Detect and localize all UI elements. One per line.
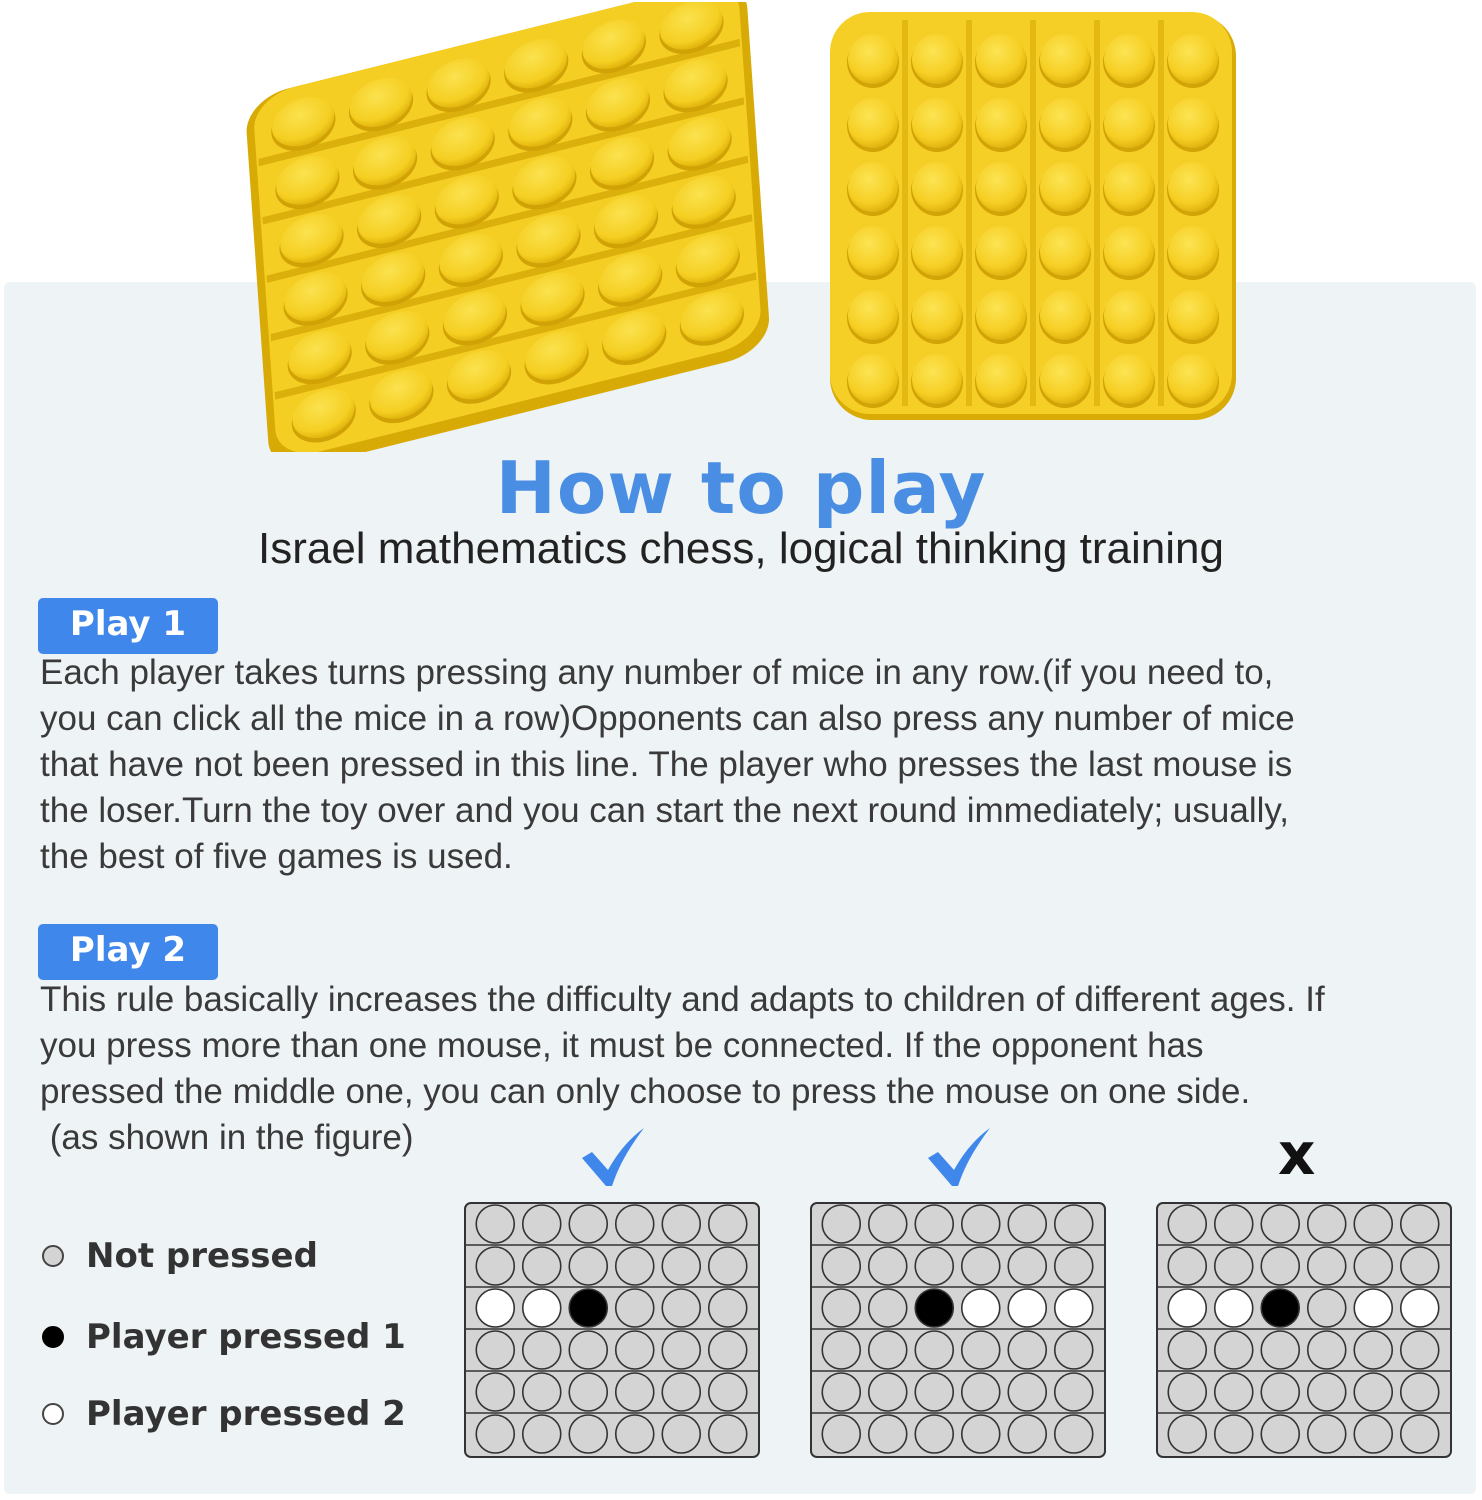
board-cell [822,1331,860,1369]
board-frame [1157,1203,1451,1457]
board-cell [915,1331,953,1369]
board-cell [869,1205,907,1243]
bubble [1168,290,1218,340]
board-cell [1168,1331,1206,1369]
board-cell [662,1373,700,1411]
play-1-line: Each player takes turns pressing any number of mice in any row.(if you need to, [40,653,1274,692]
bubble [1104,290,1154,340]
check-icon [578,1126,648,1190]
board-cell [1215,1373,1253,1411]
board-cell [1401,1247,1439,1285]
board-cell [962,1205,1000,1243]
board-cell [1261,1373,1299,1411]
play-2-line: This rule basically increases the difficulty and adapts to children of different ages. If [40,980,1325,1019]
page-subtitle: Israel mathematics chess, logical thinking training [257,524,1224,573]
board-cell [1308,1373,1346,1411]
board-cell [569,1415,607,1453]
board-cell [476,1373,514,1411]
board-cell [1401,1373,1439,1411]
board-cell [1215,1289,1253,1327]
play-2-line: you press more than one mouse, it must be connected. If the opponent has [40,1026,1204,1065]
bubble [1040,98,1090,148]
legend-label: Not pressed [86,1236,318,1276]
board-frame [811,1203,1105,1457]
bubble [848,290,898,340]
board-cell [962,1247,1000,1285]
board-cell [869,1289,907,1327]
board-cell [1008,1373,1046,1411]
board-cell [915,1415,953,1453]
board-cell [1261,1331,1299,1369]
board-cell [523,1373,561,1411]
board-cell [1308,1331,1346,1369]
board-cell [569,1331,607,1369]
board-cell [1308,1247,1346,1285]
board-cell [1055,1205,1093,1243]
play-1-badge: Play 1 [38,598,218,654]
bubble [912,226,962,276]
board-cell [1401,1331,1439,1369]
play-2-description [40,977,1325,1161]
board-cell [962,1331,1000,1369]
play-1-description [40,650,1295,880]
board-cell [1055,1331,1093,1369]
board-cell [869,1415,907,1453]
board-cell [523,1247,561,1285]
bubble [1040,162,1090,212]
board-cell [523,1415,561,1453]
board-cell [709,1247,747,1285]
play-2-line: (as shown in the figure) [40,1118,414,1157]
play-1-line: you can click all the mice in a row)Opponents can also press any number of mice [40,699,1295,738]
board-cell [1168,1247,1206,1285]
board-frame [465,1203,759,1457]
bubble [1168,226,1218,276]
board-cell [1055,1373,1093,1411]
board-cell [822,1205,860,1243]
board-cell [616,1415,654,1453]
bubble [976,226,1026,276]
bubble [1104,34,1154,84]
board-cell [1215,1415,1253,1453]
board-cell [616,1373,654,1411]
grey-circle-icon [42,1245,64,1267]
board-cell [869,1247,907,1285]
board-cell [709,1205,747,1243]
board-cell [822,1373,860,1411]
bubble [848,226,898,276]
board-cell [962,1289,1000,1327]
x-icon: x [1278,1120,1316,1188]
bubble [1104,162,1154,212]
bubble [848,34,898,84]
board-cell [662,1331,700,1369]
board-cell [822,1415,860,1453]
black-circle-icon [42,1326,64,1348]
board-cell [476,1415,514,1453]
bubble [1168,162,1218,212]
board-cell [709,1415,747,1453]
board-cell [662,1205,700,1243]
board-cell [1308,1415,1346,1453]
board-cell [1008,1205,1046,1243]
board-cell [1008,1415,1046,1453]
board-cell [569,1289,607,1327]
bubble [1104,354,1154,404]
bubble [1104,226,1154,276]
bubble [912,162,962,212]
board-cell [1401,1415,1439,1453]
bubble [976,34,1026,84]
board-cell [616,1247,654,1285]
board-cell [709,1289,747,1327]
board-cell [569,1205,607,1243]
board-cell [1354,1289,1392,1327]
bubble [912,290,962,340]
play-2-line: pressed the middle one, you can only choose to press the mouse on one side. [40,1072,1251,1111]
bubble [1040,290,1090,340]
play-2-badge: Play 2 [38,924,218,980]
board-cell [1055,1289,1093,1327]
board-cell [476,1205,514,1243]
board-cell [476,1289,514,1327]
bubble [1040,34,1090,84]
page-title: How to play [495,446,987,530]
board-cell [476,1331,514,1369]
board-cell [523,1289,561,1327]
board-cell [616,1205,654,1243]
board-cell [523,1331,561,1369]
board-cell [569,1247,607,1285]
bubble [976,290,1026,340]
board-cell [962,1415,1000,1453]
board-cell [1008,1247,1046,1285]
board-cell [709,1373,747,1411]
bubble [1168,354,1218,404]
legend-player-2 [42,1394,406,1434]
board-cell [1261,1205,1299,1243]
board-cell [1354,1415,1392,1453]
board-cell [822,1289,860,1327]
play-1-line: that have not been pressed in this line. The player who presses the last mouse is [40,745,1293,784]
bubble [912,34,962,84]
board-cell [869,1331,907,1369]
board-cell [962,1373,1000,1411]
bubble [976,98,1026,148]
play-1-line: the loser.Turn the toy over and you can start the next round immediately; usually, [40,791,1289,830]
bubble [848,98,898,148]
board-cell [915,1247,953,1285]
board-cell [1308,1289,1346,1327]
board-cell [662,1415,700,1453]
board-cell [1354,1331,1392,1369]
board-cell [1354,1247,1392,1285]
bubble [912,98,962,148]
legend-not-pressed [42,1236,318,1276]
board-cell [1008,1331,1046,1369]
bubble [848,162,898,212]
board-cell [1008,1289,1046,1327]
board-cell [1261,1289,1299,1327]
bubble [976,354,1026,404]
pop-it-toy-flat [828,10,1240,422]
bubble [1168,98,1218,148]
board-cell [1215,1247,1253,1285]
bubble [1040,354,1090,404]
bubble [1104,98,1154,148]
board-cell [915,1289,953,1327]
board-cell [1401,1289,1439,1327]
check-icon [924,1126,994,1190]
play-1-line: the best of five games is used. [40,837,513,876]
bubble [1040,226,1090,276]
bubble [912,354,962,404]
board-cell [1168,1415,1206,1453]
board-cell [1215,1205,1253,1243]
white-circle-icon [42,1403,64,1425]
board-cell [569,1373,607,1411]
board-cell [869,1373,907,1411]
board-cell [616,1331,654,1369]
board-cell [476,1247,514,1285]
example-board-invalid [1156,1202,1452,1458]
board-cell [1401,1205,1439,1243]
board-cell [1215,1331,1253,1369]
board-cell [1354,1373,1392,1411]
board-cell [616,1289,654,1327]
board-cell [1055,1415,1093,1453]
pop-it-toy-tilted [240,2,790,452]
example-board-valid [464,1202,760,1458]
legend-label: Player pressed 1 [86,1317,406,1357]
board-cell [662,1289,700,1327]
board-cell [709,1331,747,1369]
board-cell [1168,1205,1206,1243]
board-cell [1261,1247,1299,1285]
legend-player-1 [42,1317,406,1357]
board-cell [915,1373,953,1411]
example-board-valid [810,1202,1106,1458]
board-cell [523,1205,561,1243]
board-cell [915,1205,953,1243]
bubble [976,162,1026,212]
board-cell [1308,1205,1346,1243]
board-cell [1168,1373,1206,1411]
board-cell [1055,1247,1093,1285]
board-cell [1261,1415,1299,1453]
board-cell [1168,1289,1206,1327]
board-cell [822,1247,860,1285]
board-cell [1354,1205,1392,1243]
bubble [848,354,898,404]
legend-label: Player pressed 2 [86,1394,406,1434]
board-cell [662,1247,700,1285]
bubble [1168,34,1218,84]
